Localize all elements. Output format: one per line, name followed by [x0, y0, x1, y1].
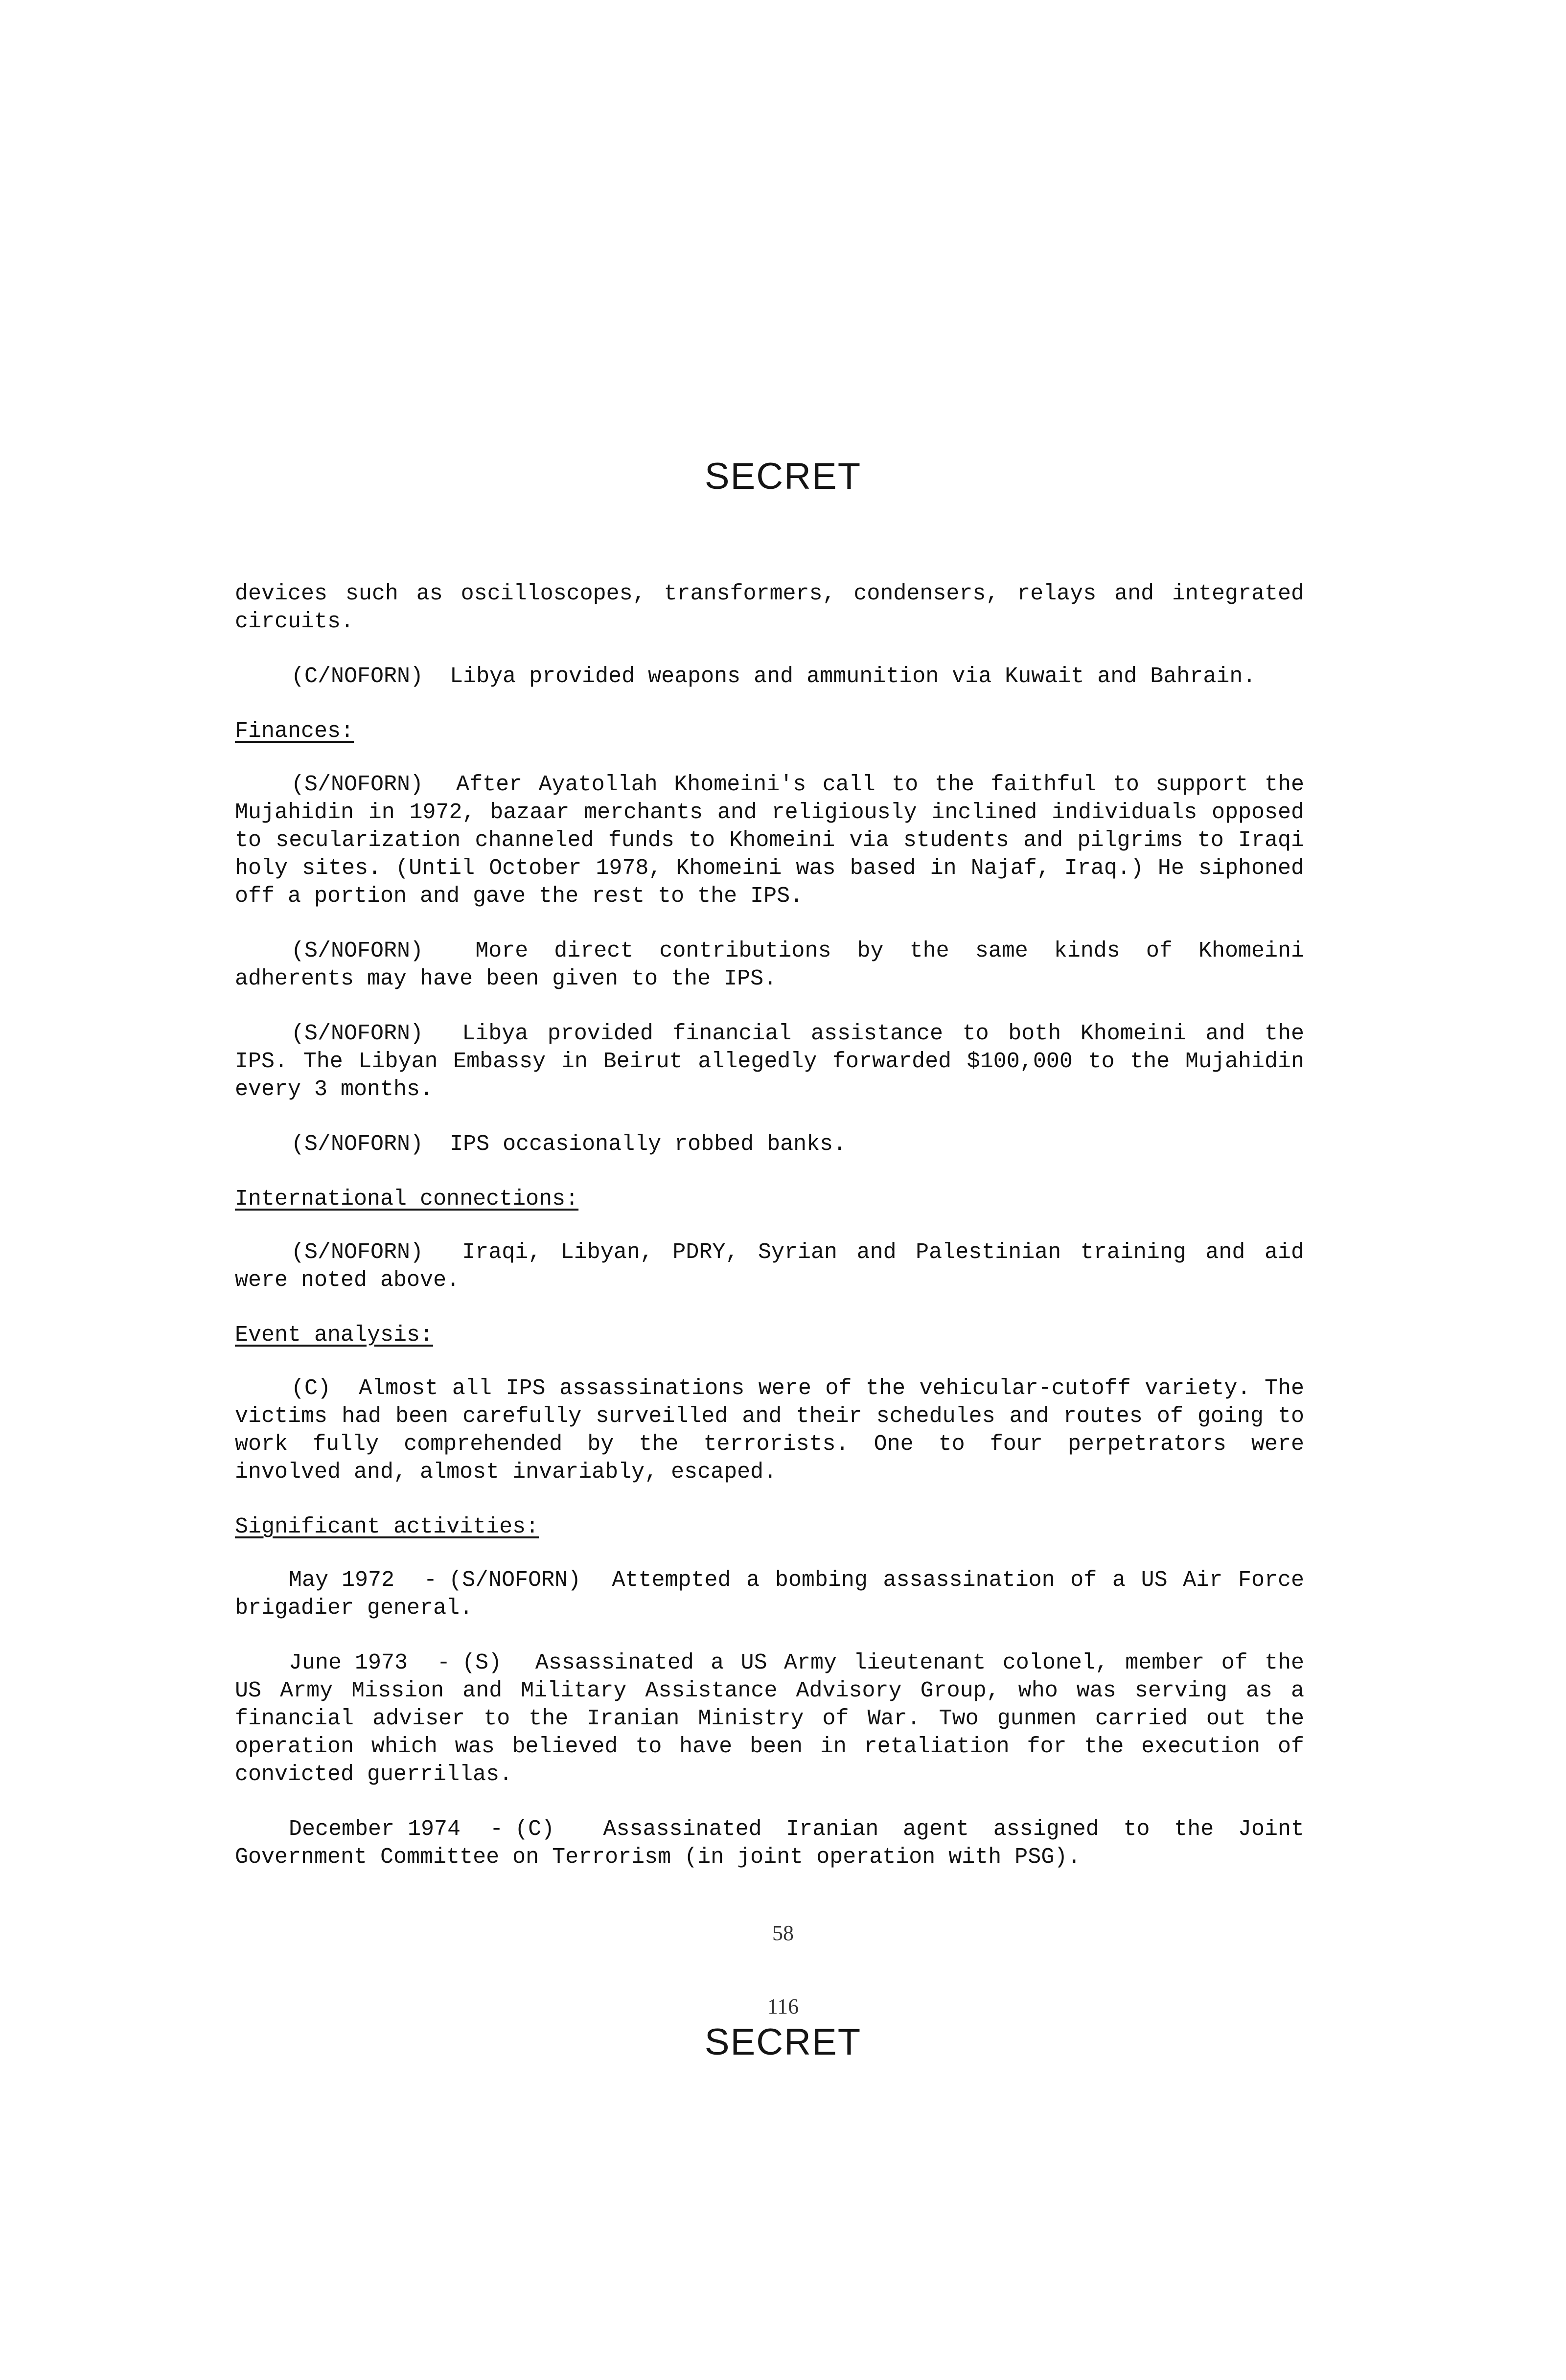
paragraph-text: IPS occasionally robbed banks.	[450, 1132, 847, 1157]
activity-date: June 1973	[289, 1650, 408, 1675]
document-body	[235, 580, 1304, 1898]
classification-tag: (S/NOFORN)	[291, 1240, 424, 1265]
activity-item	[235, 1815, 1304, 1871]
activity-text: Assassinated Iranian agent assigned to the Joint Government Committee on Terrorism (in joint operation with PSG).	[235, 1817, 1304, 1870]
activity-dash: -	[424, 1568, 438, 1593]
finances-paragraph-1	[235, 771, 1304, 910]
activity-dash: -	[490, 1817, 504, 1842]
classification-tag: (S/NOFORN)	[291, 938, 424, 963]
paragraph-text: Iraqi, Libyan, PDRY, Syrian and Palestinian training and aid were noted above.	[235, 1240, 1305, 1293]
classification-header: SECRET	[704, 456, 862, 497]
sequence-page-number: 116	[767, 1994, 799, 2018]
classification-tag: (S)	[462, 1650, 502, 1675]
classification-footer: SECRET	[704, 2021, 862, 2063]
classification-tag: (S/NOFORN)	[291, 1021, 424, 1046]
paragraph-text: After Ayatollah Khomeini's call to the faithful to support the Mujahidin in 1972, bazaar merchants and religiously inclined individuals opposed to secularization channeled funds to Khomeini via students and pilgrims to Iraqi holy sites. (Until October 1978, Khomeini was based in Najaf, Iraq.) He siphoned off a portion and gave the rest to the IPS.	[235, 772, 1304, 909]
activity-item	[235, 1649, 1304, 1788]
finances-paragraph-2	[235, 937, 1304, 993]
activity-text: Assassinated a US Army lieutenant colonel, member of the US Army Mission and Military Assistance Advisory Group, who was serving as a financial adviser to the Iranian Ministry of War. Two gunmen carried out the operation which was believed to have been in retaliation for the execution of convicted guerrillas.	[235, 1650, 1304, 1787]
activity-text: Attempted a bombing assassination of a US Air Force brigadier general.	[235, 1568, 1304, 1621]
paragraph-text: Almost all IPS assassinations were of the vehicular-cutoff variety. The victims had been carefully surveilled and their schedules and routes of going to work fully comprehended by the terrorists. One to four perpetrators were involved and, almost invariably, escaped.	[235, 1376, 1305, 1485]
classification-tag: (S/NOFORN)	[449, 1568, 581, 1593]
activity-dash: -	[437, 1650, 451, 1675]
classification-tag: (C/NOFORN)	[291, 664, 424, 689]
classification-tag: (S/NOFORN)	[291, 772, 424, 797]
international-heading: International connections:	[235, 1187, 579, 1212]
continuation-paragraph: devices such as oscilloscopes, transformers, condensers, relays and integrated circuits.	[235, 581, 1304, 634]
classification-tag: (S/NOFORN)	[291, 1132, 424, 1157]
activity-date: December 1974	[289, 1817, 461, 1842]
original-page-number: 58	[772, 1921, 794, 1945]
finances-paragraph-3	[235, 1020, 1304, 1103]
classification-tag: (C)	[515, 1817, 555, 1842]
activity-item	[235, 1566, 1304, 1622]
libya-weapons-paragraph	[235, 663, 1304, 690]
finances-paragraph-4	[235, 1130, 1304, 1158]
paragraph-text: More direct contributions by the same kinds of Khomeini adherents may have been given to the IPS.	[235, 938, 1304, 991]
paragraph-text: Libya provided financial assistance to both Khomeini and the IPS. The Libyan Embassy in Beirut allegedly forwarded $100,000 to the Mujahidin every 3 months.	[235, 1021, 1305, 1102]
finances-heading: Finances:	[235, 719, 354, 744]
event-analysis-paragraph	[235, 1374, 1304, 1486]
event-analysis-heading: Event analysis:	[235, 1323, 434, 1348]
activity-date: May 1972	[289, 1568, 395, 1593]
international-paragraph	[235, 1238, 1304, 1294]
classification-tag: (C)	[291, 1376, 331, 1401]
paragraph-text: Libya provided weapons and ammunition via Kuwait and Bahrain.	[450, 664, 1256, 689]
significant-activities-heading: Significant activities:	[235, 1514, 539, 1539]
